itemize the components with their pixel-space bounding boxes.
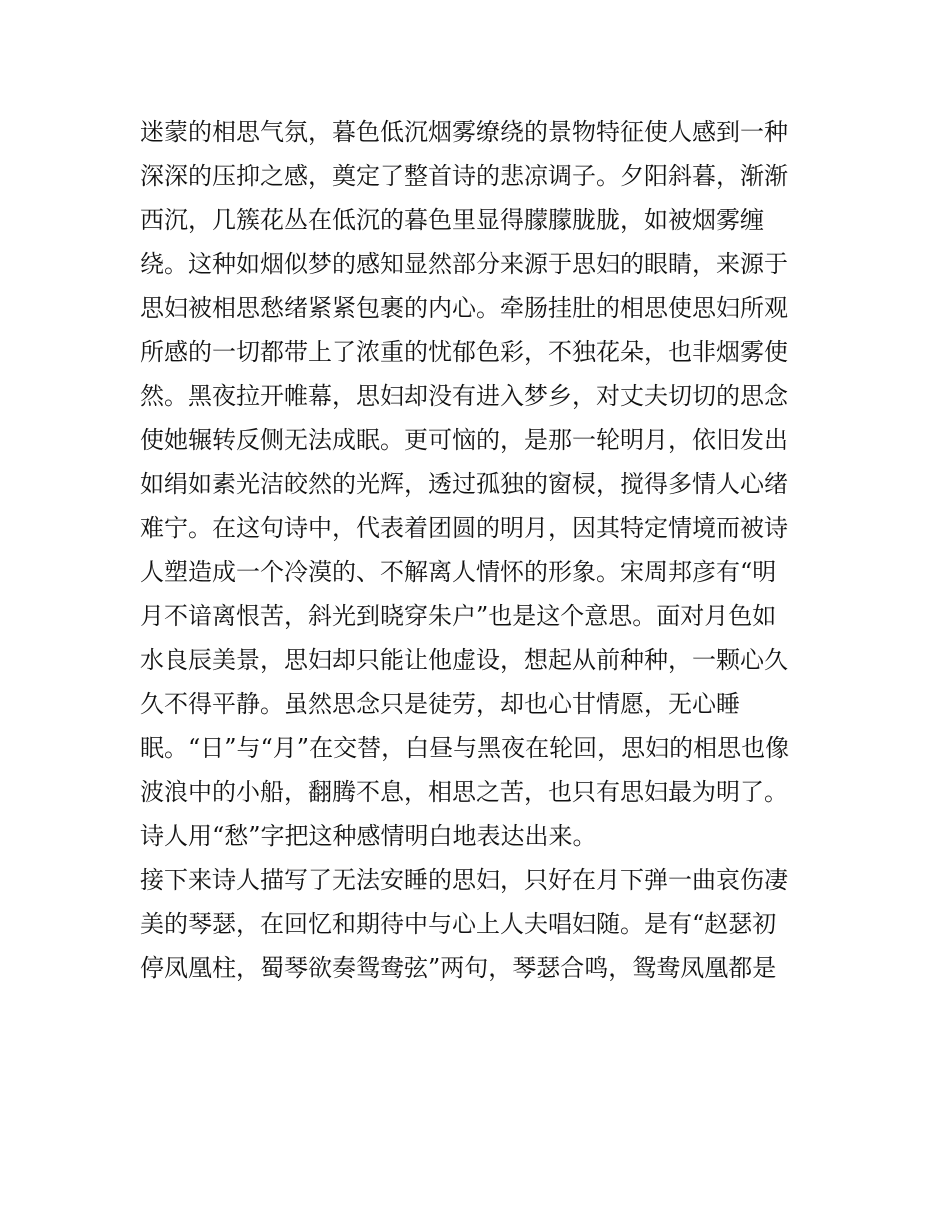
text-line: 迷蒙的相思气氛，暮色低沉烟雾缭绕的景物特征使人感到一种 [140, 118, 788, 146]
body-text [140, 110, 820, 990]
text-line: 西沉，几簇花丛在低沉的暮色里显得朦朦胧胧，如被烟雾缠 [140, 206, 764, 234]
text-line: 难宁。在这句诗中，代表着团圆的明月，因其特定情境而被诗 [140, 514, 788, 542]
text-line: 绕。这种如烟似梦的感知显然部分来源于思妇的眼睛，来源于 [140, 250, 788, 278]
text-line: 思妇被相思愁绪紧紧包裹的内心。牵肠挂肚的相思使思妇所观 [140, 294, 788, 322]
text-line: 所感的一切都带上了浓重的忧郁色彩，不独花朵，也非烟雾使 [140, 338, 788, 366]
text-line: 眠。“日”与“月”在交替，白昼与黑夜在轮回，思妇的相思也像 [140, 734, 790, 762]
text-line: 波浪中的小船，翻腾不息，相思之苦，也只有思妇最为明了。 [140, 778, 788, 806]
text-line: 深深的压抑之感，奠定了整首诗的悲凉调子。夕阳斜暮，渐渐 [140, 162, 788, 190]
text-line: 水良辰美景，思妇却只能让他虚设，想起从前种种，一颗心久 [140, 646, 788, 674]
text-line: 美的琴瑟，在回忆和期待中与心上人夫唱妇随。是有“赵瑟初 [140, 910, 777, 938]
text-line: 接下来诗人描写了无法安睡的思妇，只好在月下弹一曲哀伤凄 [140, 866, 788, 894]
text-line: 人塑造成一个冷漠的、不解离人情怀的形象。宋周邦彦有“明 [140, 558, 777, 586]
text-line: 诗人用“愁”字把这种感情明白地表达出来。 [140, 822, 597, 850]
text-line: 停凤凰柱，蜀琴欲奏鸳鸯弦”两句，琴瑟合鸣，鸳鸯凤凰都是 [140, 954, 777, 982]
text-line: 使她辗转反侧无法成眠。更可恼的，是那一轮明月，依旧发出 [140, 426, 788, 454]
text-line: 月不谙离恨苦，斜光到晓穿朱户”也是这个意思。面对月色如 [140, 602, 777, 630]
text-line: 然。黑夜拉开帷幕，思妇却没有进入梦乡，对丈夫切切的思念 [140, 382, 788, 410]
text-line: 如绢如素光洁皎然的光辉，透过孤独的窗棂，搅得多情人心绪 [140, 470, 788, 498]
text-line: 久不得平静。虽然思念只是徒劳，却也心甘情愿，无心睡 [140, 690, 740, 718]
